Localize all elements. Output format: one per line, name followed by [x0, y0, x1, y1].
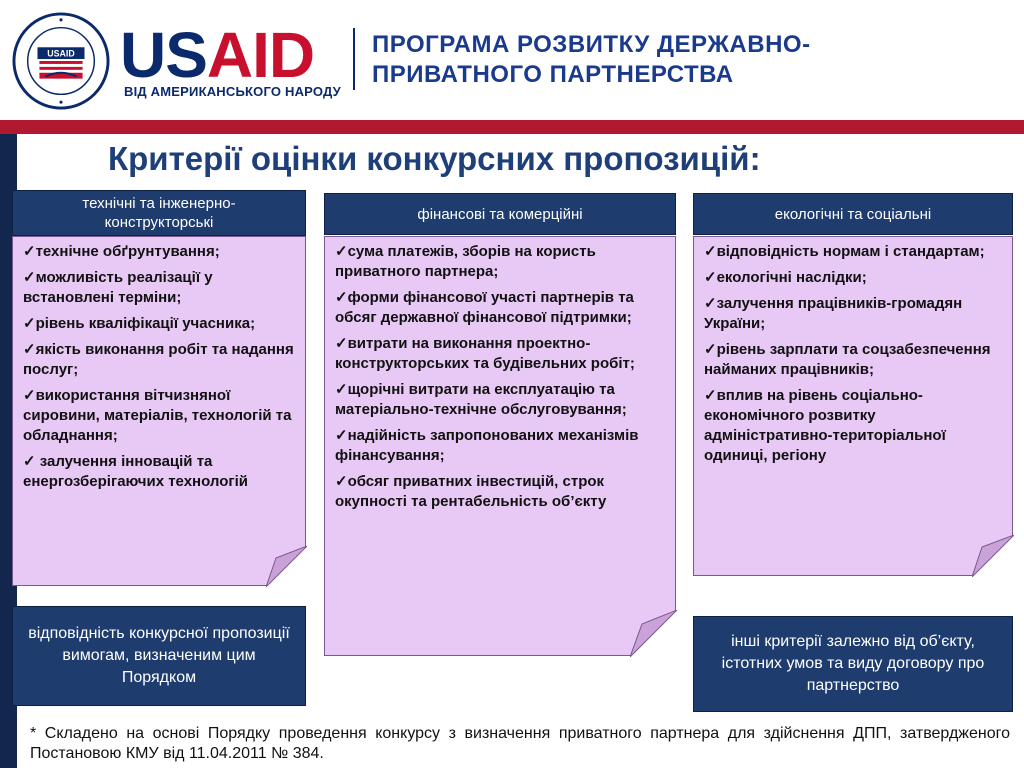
list-item: ✓технічне обґрунтування;: [23, 243, 220, 260]
list-item: ✓обсяг приватних інвестицій, строк окупності та рентабельність об’єкту: [335, 473, 607, 510]
page-curl-icon: [630, 610, 677, 657]
criteria-card-financial: [324, 236, 676, 656]
list-item: ✓надійність запропонованих механізмів фінансування;: [335, 427, 639, 464]
usaid-seal-logo: [12, 12, 110, 110]
list-item: ✓витрати на виконання проектно-конструкторських та будівельних робіт;: [335, 335, 635, 372]
program-title-line2: ПРИВАТНОГО ПАРТНЕРСТВА: [372, 61, 734, 88]
footnote: * Складено на основі Порядку проведення конкурсу з визначення приватного партнера для здійснення ДПП, затвердженого Постановою КМУ від 11.04.2011 № 384.: [30, 725, 1010, 762]
list-item: ✓можливість реалізації у встановлені терміни;: [23, 269, 213, 306]
note-other-criteria: інші критерії залежно від об’єкту, істотних умов та виду договору про партнерство: [693, 616, 1013, 712]
list-item: ✓рівень зарплати та соцзабезпечення найманих працівників;: [704, 341, 991, 378]
page-curl-icon: [266, 546, 307, 587]
header-divider: [353, 28, 355, 90]
usaid-tagline: ВІД АМЕРИКАНСЬКОГО НАРОДУ: [124, 84, 341, 99]
list-item: ✓відповідність нормам і стандартам;: [704, 243, 985, 260]
svg-text:USAID: USAID: [47, 48, 75, 59]
list-item: ✓форми фінансової участі партнерів та обсяг державної фінансової підтримки;: [335, 289, 634, 326]
page-curl-icon: [972, 535, 1014, 577]
column-heading-financial: фінансові та комерційні: [324, 193, 676, 235]
header: [0, 0, 1024, 120]
program-title: [372, 30, 811, 90]
list-item: ✓використання вітчизняної сировини, матеріалів, технологій та обладнання;: [23, 387, 292, 444]
note-compliance: відповідність конкурсної пропозиції вимогам, визначеним цим Порядком: [12, 606, 306, 706]
list-item: ✓якість виконання робіт та надання послуг;: [23, 341, 294, 378]
list-item: ✓ залучення інновацій та енергозберігаючих технологій: [23, 453, 249, 490]
list-item: ✓сума платежів, зборів на користь приватного партнера;: [335, 243, 596, 280]
list-item: ✓вплив на рівень соціально-економічного розвитку адміністративно-територіальної одиниці, регіону: [704, 387, 946, 464]
list-item: ✓щорічні витрати на експлуатацію та матеріально-технічне обслуговування;: [335, 381, 627, 418]
criteria-card-ecological: [693, 236, 1013, 576]
list-item: ✓екологічні наслідки;: [704, 269, 867, 286]
criteria-card-technical: [12, 236, 306, 586]
column-heading-technical: технічні та інженерно-конструкторські: [12, 190, 306, 236]
usaid-wordmark: USAID: [120, 19, 315, 91]
column-heading-ecological: екологічні та соціальні: [693, 193, 1013, 235]
program-title-line1: ПРОГРАМА РОЗВИТКУ ДЕРЖАВНО-: [372, 31, 811, 58]
header-red-bar: [0, 120, 1024, 134]
list-item: ✓рівень кваліфікації учасника;: [23, 315, 256, 332]
slide-title: Критерії оцінки конкурсних пропозицій:: [108, 140, 761, 177]
list-item: ✓залучення працівників-громадян України;: [704, 295, 963, 332]
